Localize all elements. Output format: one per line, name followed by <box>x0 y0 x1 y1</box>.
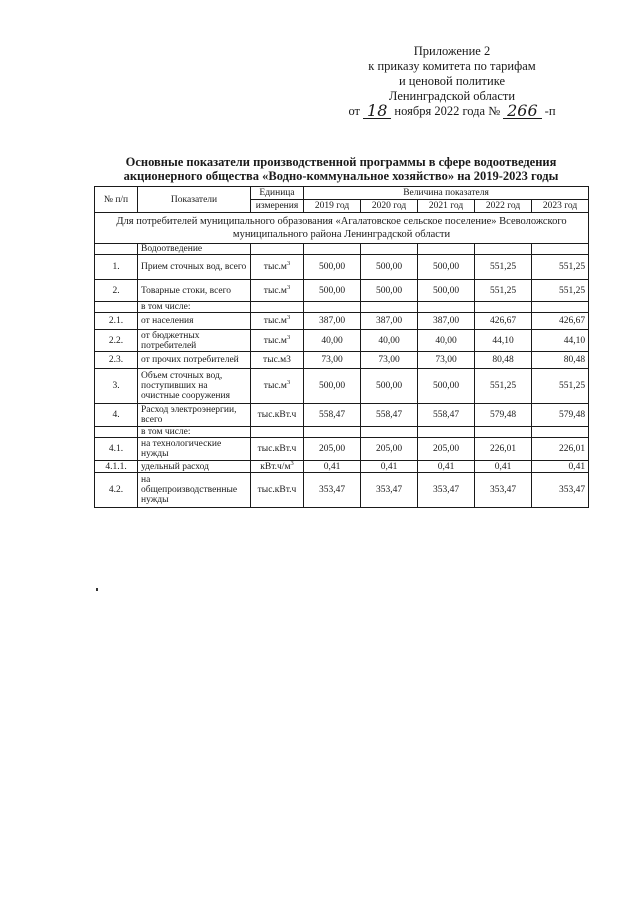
table-row: 3. Объем сточных вод, поступивших на очистные сооружения $тыс.м^3$ 500,00 500,00 500,00 551,25 551,25 <box>95 369 589 404</box>
table-row: 2.3. от прочих потребителей тыс.м3 73,00 73,00 73,00 80,48 80,48 <box>95 352 589 369</box>
header-year-2022: 2022 год <box>475 200 532 213</box>
table-row: 4.1.1. удельный расход $кВт.ч/м^3$ 0,41 0,41 0,41 0,41 0,41 <box>95 461 589 473</box>
document-title <box>94 155 588 183</box>
appendix-line-4: Ленинградской области <box>388 89 516 103</box>
scan-speck <box>96 588 98 591</box>
header-unit-1: Единица <box>251 187 304 200</box>
date-suffix: -п <box>544 104 556 118</box>
table-row: 4.1. на технологические нужды тыс.кВт.ч 205,00 205,00 205,00 226,01 226,01 <box>95 438 589 461</box>
order-day: 18 <box>363 104 391 119</box>
header-year-2019: 2019 год <box>304 200 361 213</box>
title-line-2: акционерного общества «Водно-коммунальное хозяйство» на 2019-2023 годы <box>123 169 559 183</box>
region-row: Для потребителей муниципального образования «Агалатовское сельское поселение» Всеволожского муниципального района Ленинградской области <box>95 213 589 244</box>
order-date-line <box>322 101 582 120</box>
header-indicator: Показатели <box>138 187 251 213</box>
table-row: 1. Прием сточных вод, всего $тыс.м^3$ 500,00 500,00 500,00 551,25 551,25 <box>95 255 589 280</box>
date-prefix: от <box>348 104 361 118</box>
table-row: 2.1. от населения $тыс.м^3$ 387,00 387,00 387,00 426,67 426,67 <box>95 313 589 330</box>
header-num: № п/п <box>95 187 138 213</box>
production-program-table <box>94 186 589 508</box>
appendix-line-1: Приложение 2 <box>413 44 491 58</box>
appendix-header <box>322 44 582 119</box>
in-total-label-1: в том числе: <box>138 302 251 313</box>
header-year-2023: 2023 год <box>532 200 589 213</box>
header-year-2020: 2020 год <box>361 200 418 213</box>
order-number: 266 <box>503 104 542 119</box>
title-line-1: Основные показатели производственной программы в сфере водоотведения <box>125 155 557 169</box>
header-unit-2: измерения <box>251 200 304 213</box>
date-mid: ноября 2022 года № <box>394 104 501 118</box>
table-row: 4.2. на общепроизводственные нужды тыс.кВт.ч 353,47 353,47 353,47 353,47 353,47 <box>95 473 589 508</box>
appendix-line-3: и ценовой политике <box>398 74 506 88</box>
in-total-label-2: в том числе: <box>138 427 251 438</box>
section-label: Водоотведение <box>138 244 251 255</box>
appendix-line-2: к приказу комитета по тарифам <box>368 59 536 73</box>
table-row: 4. Расход электроэнергии, всего тыс.кВт.ч 558,47 558,47 558,47 579,48 579,48 <box>95 404 589 427</box>
header-year-2021: 2021 год <box>418 200 475 213</box>
table-row: 2.2. от бюджетных потребителей $тыс.м^3$ 40,00 40,00 40,00 44,10 44,10 <box>95 330 589 352</box>
table-row: 2. Товарные стоки, всего $тыс.м^3$ 500,00 500,00 500,00 551,25 551,25 <box>95 280 589 302</box>
header-value-group: Величина показателя <box>304 187 589 200</box>
